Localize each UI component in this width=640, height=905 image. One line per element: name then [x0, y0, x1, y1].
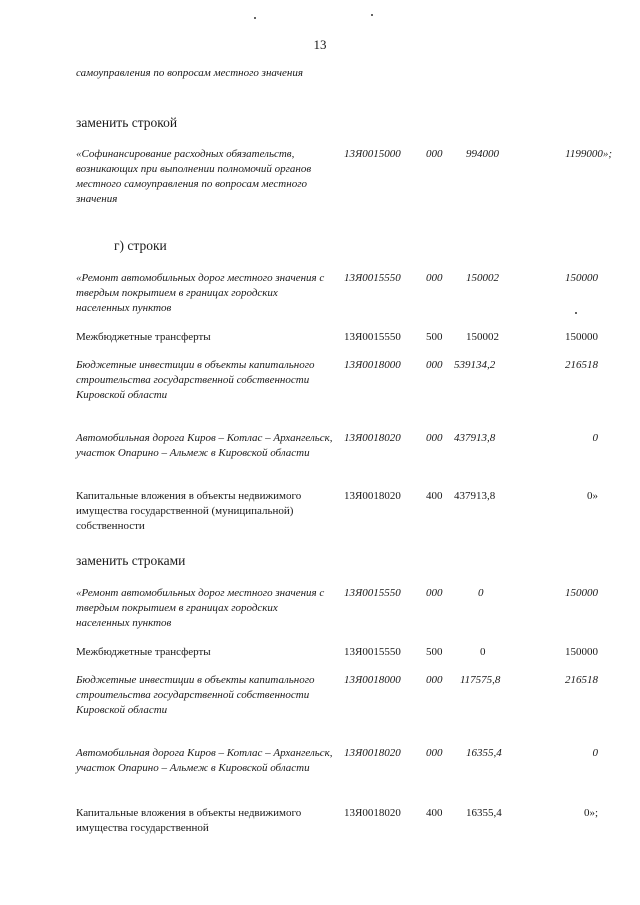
row-name: Капитальные вложения в объекты недвижимого имущества государственной [76, 807, 302, 834]
row-vr: 500 [426, 646, 443, 658]
row-vr: 000 [426, 674, 443, 686]
row-sum2: 150000 [565, 331, 598, 343]
row-name: Межбюджетные трансферты [76, 331, 211, 343]
row-sum1: 0 [478, 587, 484, 599]
row-sum2: 0 [592, 432, 598, 444]
row-sum1: 437913,8 [454, 432, 496, 444]
row-vr: 000 [426, 587, 443, 599]
row-code: 13Я0018000 [344, 359, 401, 371]
scan-speck [575, 312, 577, 314]
row-code: 13Я0015000 [344, 148, 401, 160]
row-sum1: 0 [480, 646, 486, 658]
row-sum1: 150002 [466, 331, 499, 343]
row-code: 13Я0018020 [344, 747, 401, 759]
row-vr: 000 [426, 747, 443, 759]
row-name: Автомобильная дорога Киров – Котлас – Архангельск, участок Опарино – Альмеж в Кировской области [76, 747, 333, 774]
row-code: 13Я0018020 [344, 432, 401, 444]
heading-replace-line: заменить строкой [76, 115, 178, 130]
row-sum1: 437913,8 [454, 490, 496, 502]
row-vr: 000 [426, 272, 443, 284]
row-sum2: 0 [592, 747, 598, 759]
row-name: Капитальные вложения в объекты недвижимого имущества государственной (муниципальной) собственности [76, 490, 302, 532]
row-sum2: 150000 [565, 272, 598, 284]
row-code: 13Я0018020 [344, 807, 401, 819]
row-vr: 500 [426, 331, 443, 343]
row-name: «Ремонт автомобильных дорог местного значения с твердым покрытием в границах городских населенных пунктов [76, 587, 325, 629]
intro-tail-text: самоуправления по вопросам местного значения [76, 67, 303, 79]
row-code: 13Я0015550 [344, 587, 401, 599]
row-sum1: 150002 [466, 272, 499, 284]
row-name: Бюджетные инвестиции в объекты капитального строительства государственной собственности Кировской области [76, 674, 315, 716]
row-code: 13Я0018020 [344, 490, 401, 502]
row-sum1: 16355,4 [466, 807, 502, 819]
row-sum1: 117575,8 [460, 674, 501, 686]
page-number: 13 [313, 37, 327, 52]
heading-replace-lines: заменить строками [76, 553, 186, 568]
row-name: Бюджетные инвестиции в объекты капитального строительства государственной собственности Кировской области [76, 359, 315, 401]
row-vr: 000 [426, 359, 443, 371]
row-name: «Ремонт автомобильных дорог местного значения с твердым покрытием в границах городских населенных пунктов [76, 272, 325, 314]
row-vr: 000 [426, 148, 443, 160]
row-vr: 400 [426, 490, 443, 502]
row-sum2: 1199000»; [565, 148, 612, 160]
row-name: Межбюджетные трансферты [76, 646, 211, 658]
row-code: 13Я0018000 [344, 674, 401, 686]
row-code: 13Я0015550 [344, 331, 401, 343]
heading-g: г) строки [114, 238, 167, 253]
row-code: 13Я0015550 [344, 646, 401, 658]
row-vr: 400 [426, 807, 443, 819]
row-sum2: 216518 [565, 359, 598, 371]
row-sum1: 539134,2 [454, 359, 496, 371]
row-name: «Софинансирование расходных обязательств, возникающих при выполнении полномочий органов местного самоуправления по вопросам местного значения [76, 148, 312, 205]
row-sum1: 994000 [466, 148, 499, 160]
scan-speck [254, 17, 256, 19]
scan-speck [371, 14, 373, 16]
row-sum2: 150000 [565, 646, 598, 658]
row-sum2: 0» [587, 490, 598, 502]
row-vr: 000 [426, 432, 443, 444]
row-sum1: 16355,4 [466, 747, 502, 759]
row-name: Автомобильная дорога Киров – Котлас – Архангельск, участок Опарино – Альмеж в Кировской области [76, 432, 333, 459]
row-sum2: 0»; [583, 807, 598, 819]
row-code: 13Я0015550 [344, 272, 401, 284]
row-sum2: 216518 [565, 674, 598, 686]
row-sum2: 150000 [565, 587, 598, 599]
